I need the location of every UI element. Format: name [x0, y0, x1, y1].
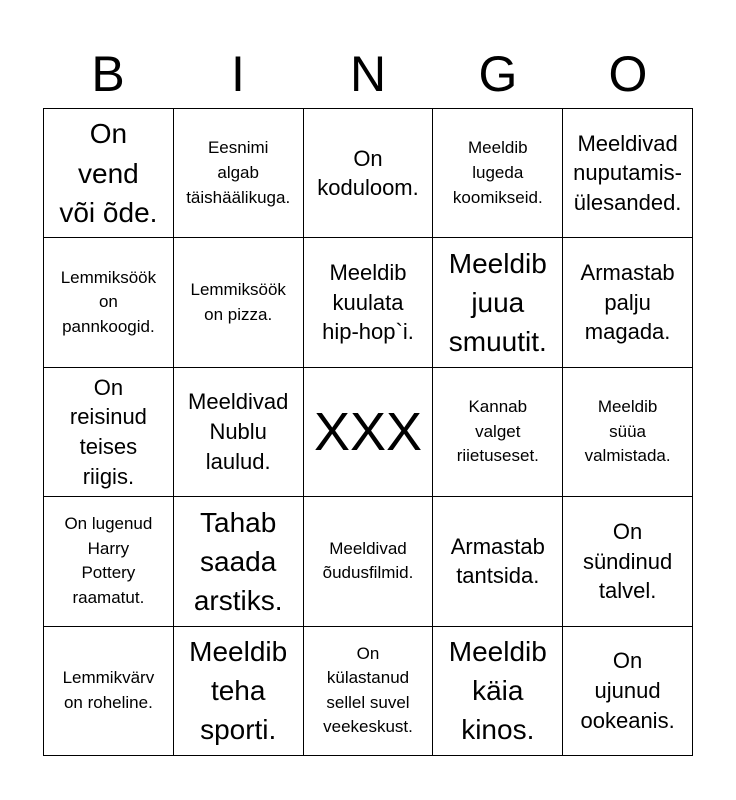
bingo-cell-r5-c4[interactable]: Meeldib käia kinos.: [433, 627, 563, 756]
bingo-cell-r5-c2[interactable]: Meeldib teha sporti.: [174, 627, 304, 756]
bingo-cell-r4-c5[interactable]: On sündinud talvel.: [563, 497, 693, 626]
bingo-cell-r1-c5[interactable]: Meeldivad nuputamis- ülesanded.: [563, 109, 693, 238]
bingo-cell-r4-c3[interactable]: Meeldivad õudusfilmid.: [304, 497, 434, 626]
bingo-cell-r2-c1[interactable]: Lemmiksöök on pannkoogid.: [44, 238, 174, 367]
bingo-cell-r1-c3[interactable]: On koduloom.: [304, 109, 434, 238]
bingo-cell-r1-c2[interactable]: Eesnimi algab täishäälikuga.: [174, 109, 304, 238]
header-letter-b: B: [91, 46, 125, 102]
bingo-grid: [43, 108, 693, 756]
bingo-cell-r1-c4[interactable]: Meeldib lugeda koomikseid.: [433, 109, 563, 238]
bingo-cell-r3-c4[interactable]: Kannab valget riietuseset.: [433, 368, 563, 497]
bingo-cell-r4-c4[interactable]: Armastab tantsida.: [433, 497, 563, 626]
bingo-cell-r2-c3[interactable]: Meeldib kuulata hip-hop`i.: [304, 238, 434, 367]
header-letter-o: O: [608, 46, 648, 102]
bingo-cell-r5-c1[interactable]: Lemmikvärv on roheline.: [44, 627, 174, 756]
bingo-cell-r5-c3[interactable]: On külastanud sellel suvel veekeskust.: [304, 627, 434, 756]
bingo-cell-r3-c1[interactable]: On reisinud teises riigis.: [44, 368, 174, 497]
bingo-cell-r2-c4[interactable]: Meeldib juua smuutit.: [433, 238, 563, 367]
bingo-cell-r3-c5[interactable]: Meeldib süüa valmistada.: [563, 368, 693, 497]
bingo-header: [43, 40, 693, 108]
header-letter-i: I: [231, 46, 245, 102]
bingo-cell-r1-c1[interactable]: On vend või õde.: [44, 109, 174, 238]
bingo-cell-r2-c2[interactable]: Lemmiksöök on pizza.: [174, 238, 304, 367]
header-letter-g: G: [478, 46, 518, 102]
bingo-cell-r4-c1[interactable]: On lugenud Harry Pottery raamatut.: [44, 497, 174, 626]
header-letter-n: N: [349, 46, 387, 102]
bingo-cell-r2-c5[interactable]: Armastab palju magada.: [563, 238, 693, 367]
bingo-cell-r3-c2[interactable]: Meeldivad Nublu laulud.: [174, 368, 304, 497]
bingo-cell-r4-c2[interactable]: Tahab saada arstiks.: [174, 497, 304, 626]
bingo-cell-r5-c5[interactable]: On ujunud ookeanis.: [563, 627, 693, 756]
free-space-cell[interactable]: XXX: [304, 368, 434, 497]
